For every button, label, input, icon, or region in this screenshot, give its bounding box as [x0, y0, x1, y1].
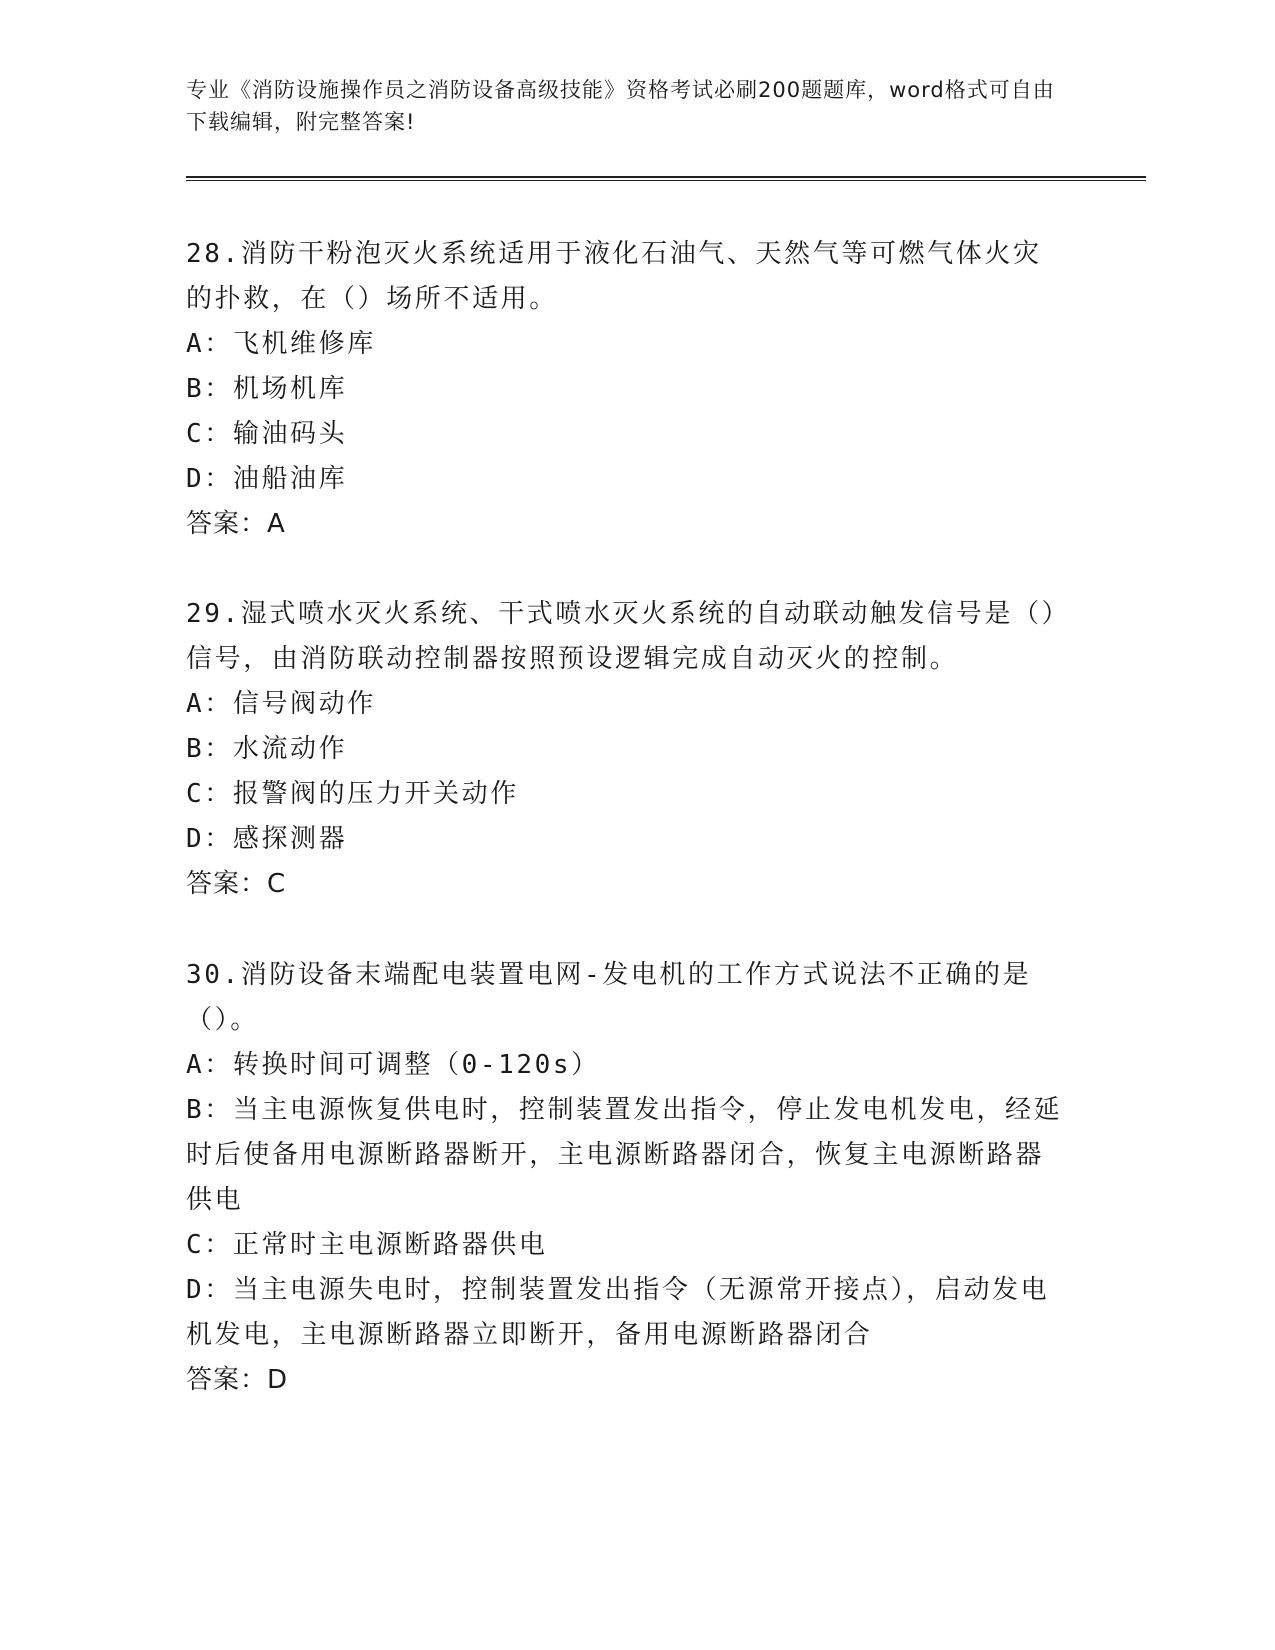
question-stem: 29.湿式喷水灭火系统、干式喷水灭火系统的自动联动触发信号是（）信号，由消防联动控制器按照预设逻辑完成自动灭火的控制。: [186, 599, 1058, 674]
answer-line: 答案：C: [186, 869, 287, 899]
option-c: C：报警阀的压力开关动作: [186, 779, 519, 809]
option-d: D：感探测器: [186, 824, 348, 854]
question-stem: 28.消防干粉泡灭火系统适用于液化石油气、天然气等可燃气体火灾的扑救，在（）场所不适用。: [186, 239, 1042, 314]
option-c: C：正常时主电源断路器供电: [186, 1230, 548, 1260]
option-b: B：水流动作: [186, 734, 348, 764]
document-header: 专业《消防设施操作员之消防设备高级技能》资格考试必刷200题题库，word格式可自由下载编辑，附完整答案!: [186, 78, 1055, 134]
option-a: A：信号阀动作: [186, 689, 376, 719]
option-a: A：飞机维修库: [186, 329, 376, 359]
header-divider: [186, 176, 1146, 181]
answer-line: 答案：A: [186, 509, 286, 539]
answer-line: 答案：D: [186, 1365, 289, 1395]
option-b: B：机场机库: [186, 374, 348, 404]
option-d: D：油船油库: [186, 464, 348, 494]
option-b: B：当主电源恢复供电时，控制装置发出指令，停止发电机发电，经延时后使备用电源断路器断开，主电源断路器闭合，恢复主电源断路器供电: [186, 1095, 1063, 1215]
option-a: A：转换时间可调整（0-120s）: [186, 1050, 600, 1080]
option-d: D：当主电源失电时，控制装置发出指令（无源常开接点），启动发电机发电，主电源断路器立即断开，备用电源断路器闭合: [186, 1275, 1050, 1350]
question-28: [186, 232, 1066, 547]
question-stem: 30.消防设备末端配电装置电网-发电机的工作方式说法不正确的是（）。: [186, 960, 1032, 1035]
question-29: [186, 592, 1066, 907]
question-30: [186, 953, 1066, 1403]
option-c: C：输油码头: [186, 419, 348, 449]
